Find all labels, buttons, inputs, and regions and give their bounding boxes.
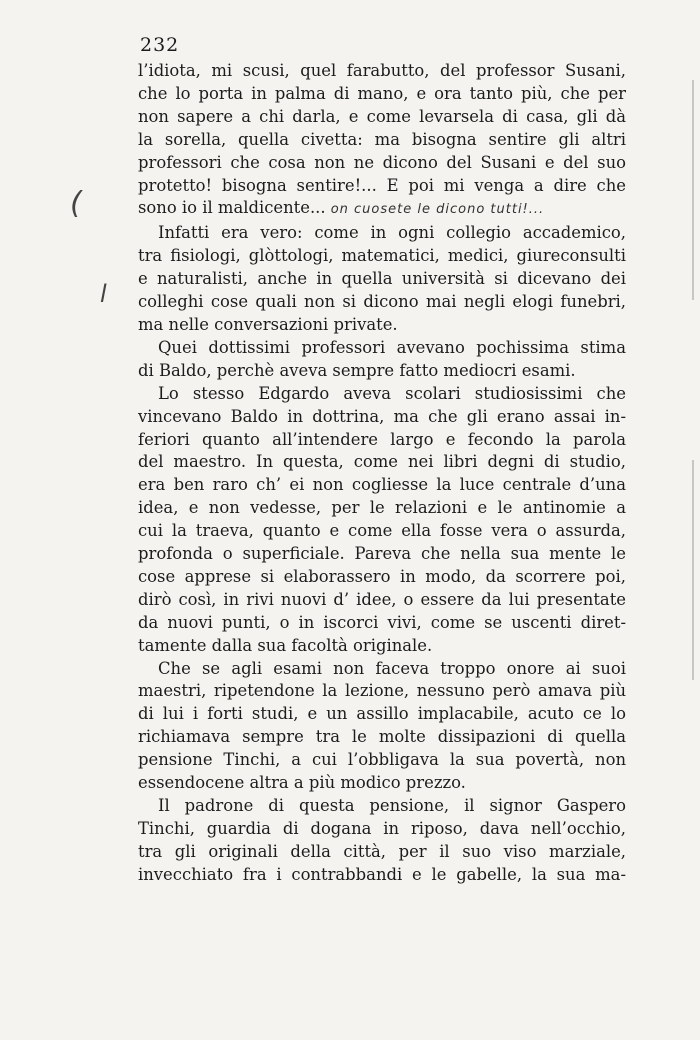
text-line — [138, 612, 626, 635]
text-line-content: pensione Tinchi, a cui l’obbligava la sua povertà, non — [138, 750, 626, 770]
text-line — [138, 83, 626, 106]
text-line — [138, 543, 626, 566]
text-line — [138, 749, 626, 772]
text-line-content: dirò così, in rivi nuovi d’ idee, o essere da lui presentate — [138, 589, 626, 609]
text-line — [138, 658, 626, 681]
text-line-content: da nuovi punti, o in iscorci vivi, come se uscenti diret- — [138, 612, 626, 632]
text-line-content: idea, e non vedesse, per le relazioni e le antinomie a — [138, 498, 626, 518]
text-line — [138, 197, 626, 222]
text-line-content: protetto! bisogna sentire!... E poi mi venga a dire che — [138, 175, 626, 195]
text-line — [138, 589, 626, 612]
text-line-content: tra gli originali della città, per il suo viso marziale, — [138, 841, 626, 861]
text-line — [138, 406, 626, 429]
text-line-content: cose apprese si elaborassero in modo, da scorrere poi, — [138, 566, 626, 586]
text-line — [138, 864, 626, 887]
text-line-content: feriori quanto all’intendere largo e fecondo la parola — [138, 429, 626, 449]
text-line-content: tamente dalla sua facoltà originale. — [138, 635, 433, 655]
text-line-content: richiamava sempre tra le molte dissipazioni di quella — [138, 727, 626, 747]
text-line — [138, 268, 626, 291]
text-line — [138, 772, 626, 795]
text-line — [138, 566, 626, 589]
text-line — [138, 106, 626, 129]
text-line-content: vincevano Baldo in dottrina, ma che gli erano assai in- — [138, 406, 626, 426]
text-line — [138, 222, 626, 245]
text-line — [138, 175, 626, 198]
text-line — [138, 818, 626, 841]
text-line — [138, 841, 626, 864]
page-number: 232 — [140, 34, 180, 56]
text-line — [138, 314, 626, 337]
text-line-content: invecchiato fra i contrabbandi e le gabelle, la sua ma- — [138, 864, 626, 884]
text-line — [138, 152, 626, 175]
text-line — [138, 726, 626, 749]
text-line-content: l’idiota, mi scusi, quel farabutto, del professor Susani, — [138, 61, 626, 80]
text-line-content: maestri, ripetendone la lezione, nessuno però amava più — [138, 681, 626, 701]
text-line-content: Tinchi, guardia di dogana in riposo, dava nell’occhio, — [138, 818, 626, 838]
text-line — [138, 383, 626, 406]
margin-handwritten-mark: ( — [70, 186, 82, 221]
text-line — [138, 635, 626, 658]
text-line — [138, 474, 626, 497]
text-line-content: Infatti era vero: come in ogni collegio accademico, — [158, 223, 626, 243]
text-line-content: era ben raro ch’ ei non cogliesse la luce centrale d’una — [138, 475, 626, 495]
text-line — [138, 795, 626, 818]
text-line-content: colleghi cose quali non si dicono mai negli elogi funebri, — [138, 292, 626, 312]
margin-handwritten-mark-2: l — [100, 280, 107, 308]
text-line-content: del maestro. In questa, come nei libri degni di studio, — [138, 452, 626, 472]
text-line — [138, 703, 626, 726]
text-line — [138, 129, 626, 152]
text-line — [138, 245, 626, 268]
text-line-content: Quei dottissimi professori avevano pochissima stima — [158, 337, 626, 357]
text-line — [138, 451, 626, 474]
text-line-content: tra fisiologi, glòttologi, matematici, medici, giureconsulti — [138, 246, 626, 266]
text-line-content: che lo porta in palma di mano, e ora tanto più, che per — [138, 83, 626, 103]
text-line — [138, 520, 626, 543]
text-line-content: sono io il maldicente... — [138, 198, 326, 218]
text-line-content: cui la traeva, quanto e come ella fosse vera o assurda, — [138, 521, 626, 541]
text-line-content: profonda o superficiale. Pareva che nella sua mente le — [138, 544, 626, 564]
text-line-content: professori che cosa non ne dicono del Susani e del suo — [138, 152, 626, 172]
text-line-content: di Baldo, perchè aveva sempre fatto mediocri esami. — [138, 360, 576, 380]
text-line-content: essendocene altra a più modico prezzo. — [138, 773, 466, 793]
handwritten-note: on cuosete le dicono tutti!... — [325, 202, 545, 218]
text-line — [138, 291, 626, 314]
text-line-content: non sapere a chi darla, e come levarsela di casa, gli dà — [138, 106, 626, 126]
text-line — [138, 60, 626, 83]
text-line-content: la sorella, quella civetta: ma bisogna sentire gli altri — [138, 129, 626, 149]
text-line — [138, 497, 626, 520]
page-edge-shadow — [692, 80, 694, 300]
text-line — [138, 680, 626, 703]
text-line-content: ma nelle conversazioni private. — [138, 314, 398, 334]
text-line-content: Lo stesso Edgardo aveva scolari studiosissimi che — [158, 383, 626, 403]
page-edge-shadow-2 — [692, 460, 694, 680]
text-line — [138, 429, 626, 452]
text-line — [138, 360, 626, 383]
text-line-content: Che se agli esami non faceva troppo onore ai suoi — [158, 658, 626, 678]
text-line-content: di lui i forti studi, e un assillo implacabile, acuto ce lo — [138, 704, 626, 724]
text-line-content: e naturalisti, anche in quella università si dicevano dei — [138, 269, 626, 289]
text-line — [138, 337, 626, 360]
text-line-content: Il padrone di questa pensione, il signor Gaspero — [158, 796, 626, 815]
body-text — [138, 60, 626, 887]
